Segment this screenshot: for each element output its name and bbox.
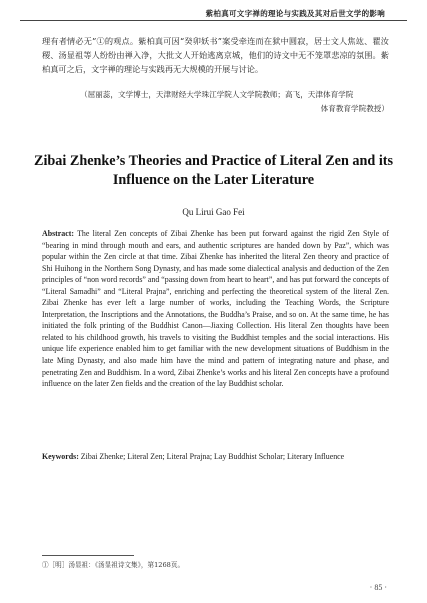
abstract-label: Abstract: xyxy=(42,229,74,238)
page-number: · 85 · xyxy=(369,583,387,592)
author-note xyxy=(80,88,389,116)
english-keywords xyxy=(42,451,389,463)
keywords-text: Zibai Zhenke; Literal Zen; Literal Prajna; Lay Buddhist Scholar; Literary Influence xyxy=(78,452,345,461)
english-title: Zibai Zhenke’s Theories and Practice of Literal Zen and its Influence on the Later Literature xyxy=(33,153,394,188)
english-authors: Qu Lirui Gao Fei xyxy=(182,207,245,217)
footnote-rule xyxy=(42,555,134,556)
author-note-line1: （屈丽蕊，文学博士，天津财经大学珠江学院人文学院教师；高飞，天津体育学院 xyxy=(80,90,354,99)
footnote: ①［明］汤显祖：《汤显祖诗文集》，第1268页。 xyxy=(42,561,185,569)
english-abstract xyxy=(42,228,389,390)
running-head: 紫柏真可文字禅的理论与实践及其对后世文学的影响 xyxy=(205,9,385,18)
chinese-paragraph: 理有者情必无”①的观点。紫柏真可因“癸卯妖书”案受牵连而在狱中圆寂，居士文人焦竑、瞿汝稷、汤显祖等人纷纷由禅入净，大批文人开始逃离京城，他们的诗文中无不笼罩悲凉的氛围。紫柏真可之后，文字禅的理论与实践再无大规模的开展与讨论。 xyxy=(42,36,389,74)
header-rule xyxy=(20,20,407,21)
abstract-text: The literal Zen concepts of Zibai Zhenke has been put forward against the rigid Zen Style of “bearing in mind through mouth and ears, and authentic scriptures are handed down by Paz”, which was popular within the Zen circle at that time. Zibai Zhenke has inherited the literal Zen theory and practice of Shi Huihong in the Northern Song Dynasty, and has made some dialectical analysis and deduction of the Zen principles of “non word records” and “passing down from heart to heart”, and has put forward the concepts of “Literal Samadhi” and “Literal Prajna”, enriching and perfecting the theoretical system of the literal Zen. Zibai Zhenke has ever left a large number of works, including the Teaching Words, the Scripture Interpretation, the Inscriptions and the Annotations, the Buddha’s Praise, and so on. At the same time, he has initiated the folk printing of the Buddhist Canon—Jiaxing Collection. His literal Zen thoughts have been related to his childhood growth, his travels to visiting the Buddhist temples and the social interactions. His unique life experience enabled him to get familiar with the new development situations of Buddhism in the late Ming Dynasty, and also made him have the mind and pattern of integrating nature and phase, and penetrating Zen and Buddhism. In a word, Zibai Zhenke’s works and his literal Zen concepts have a profound influence on the later Zen fields and the creation of the lay Buddhist scholar. xyxy=(42,229,389,389)
author-note-line2: 体育教育学院教授） xyxy=(320,104,389,113)
keywords-label: Keywords: xyxy=(42,452,79,461)
